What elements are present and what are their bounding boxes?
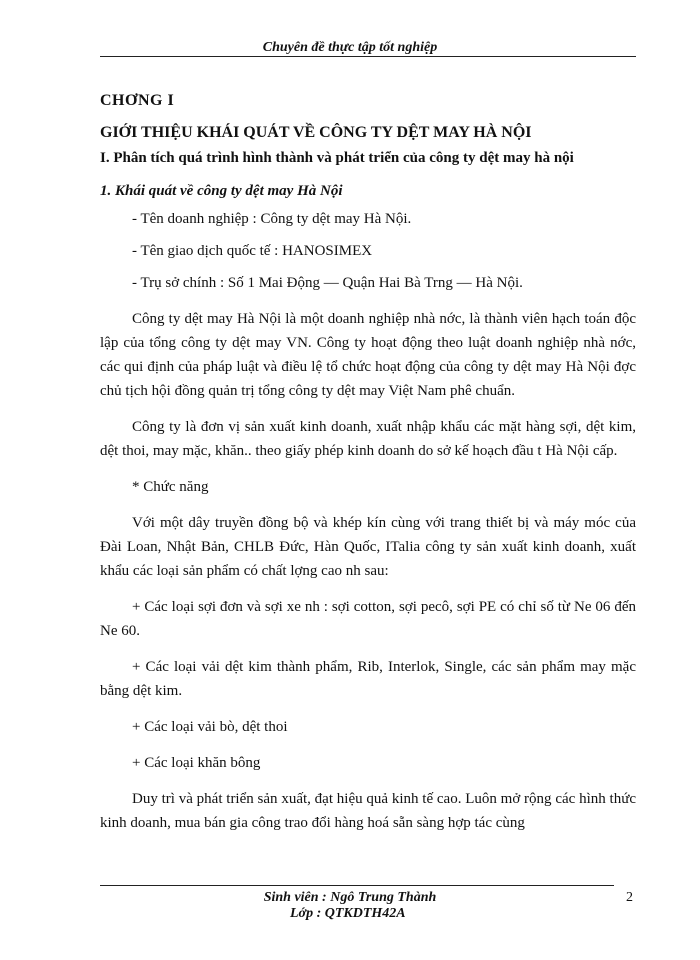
footer-student: Sinh viên : Ngô Trung Thành	[263, 890, 437, 905]
paragraph: Với một dây truyền đồng bộ và khép kín cùng với trang thiết bị và máy móc của Đài Loan, Nhật Bản, CHLB Đức, Hàn Quốc, ITalia công ty sản xuất kinh doanh, xuất khẩu các loại sản phẩm có chất lợng cao nh sau:	[100, 515, 636, 579]
product-item: + Các loại vải dệt kim thành phẩm, Rib, Interlok, Single, các sản phẩm may mặc bằng dệt kim.	[100, 659, 636, 699]
chapter-title: GIỚI THIỆU KHÁI QUÁT VỀ CÔNG TY DỆT MAY HÀ NỘI	[100, 124, 532, 141]
section-title: I. Phân tích quá trình hình thành và phát triển của công ty dệt may hà nội	[100, 150, 574, 166]
page-number: 2	[626, 890, 633, 905]
subsection-title: 1. Khái quát về công ty dệt may Hà Nội	[100, 183, 343, 199]
function-heading: * Chức năng	[132, 479, 209, 495]
company-name-line: - Tên doanh nghiệp : Công ty dệt may Hà Nội.	[132, 211, 412, 227]
trade-name-line: - Tên giao dịch quốc tế : HANOSIMEX	[132, 243, 373, 259]
paragraph: Duy trì và phát triển sản xuất, đạt hiệu quả kinh tế cao. Luôn mở rộng các hình thức kinh doanh, mua bán gia công trao đổi hàng hoá sẵn sàng hợp tác cùng	[100, 791, 636, 831]
footer-divider	[100, 885, 614, 886]
paragraph: Công ty dệt may Hà Nội là một doanh nghiệp nhà nớc, là thành viên hạch toán độc lập của tổng công ty dệt may VN. Công ty hoạt động theo luật doanh nghiệp nhà nớc, các qui định của pháp luật và điều lệ tổ chức hoạt động của công ty dệt may Hà Nội đợc chủ tịch hội đồng quản trị tổng công ty dệt may Việt Nam phê chuẩn.	[100, 311, 636, 399]
document-body	[100, 84, 636, 847]
headquarters-line: - Trụ sở chính : Số 1 Mai Động — Quận Hai Bà Trng — Hà Nội.	[132, 275, 523, 291]
product-item: + Các loại vải bò, dệt thoi	[132, 719, 288, 735]
page-header-title: Chuyên đề thực tập tốt nghiệp	[262, 40, 438, 55]
product-item: + Các loại sợi đơn và sợi xe nh : sợi cotton, sợi pecô, sợi PE có chỉ số từ Ne 06 đến Ne 60.	[100, 599, 636, 639]
chapter-label: CHƠNG I	[100, 92, 175, 109]
header-divider	[100, 56, 636, 57]
paragraph: Công ty là đơn vị sản xuất kinh doanh, xuất nhập khẩu các mặt hàng sợi, dệt kim, dệt thoi, may mặc, khăn.. theo giấy phép kinh doanh do sở kế hoạch đầu t Hà Nội cấp.	[100, 419, 636, 459]
product-item: + Các loại khăn bông	[132, 755, 261, 771]
footer-class: Lớp : QTKDTH42A	[290, 906, 406, 921]
